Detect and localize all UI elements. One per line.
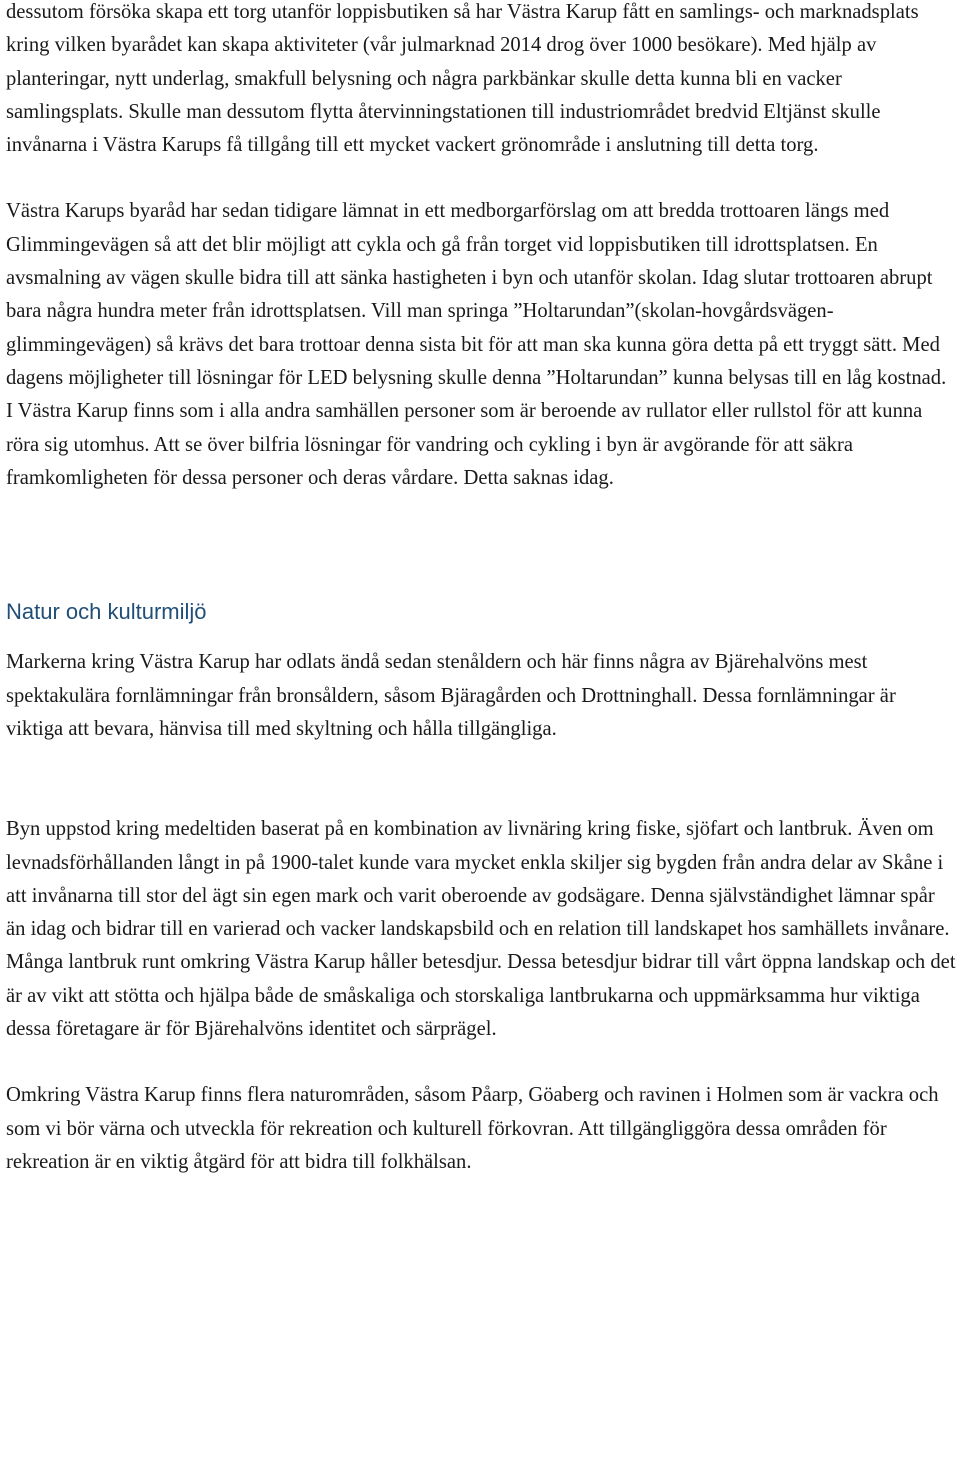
paragraph-torg: dessutom försöka skapa ett torg utanför loppisbutiken så har Västra Karup fått en samlings- och marknadsplats kring vilken byarådet kan skapa aktiviteter (vår julmarknad 2014 drog över 1000 besökare). Med hjälp av planteringar, nytt underlag, smakfull belysning och några parkbänkar skulle detta kunna bli en vacker samlingsplats. Skulle man dessutom flytta återvinningstationen till industriområdet bredvid Eltjänst skulle invånarna i Västra Karups få tillgång till ett mycket vackert grönområde i anslutning till detta torg.	[6, 1, 919, 157]
document-page	[6, 0, 956, 1179]
section-heading: Natur och kulturmiljö	[6, 599, 207, 625]
paragraph-historia: Byn uppstod kring medeltiden baserat på en kombination av livnäring kring fiske, sjöfart och lantbruk. Även om levnadsförhållanden långt in på 1900-talet kunde vara mycket enkla skiljer sig bygden från andra delar av Skåne i att invånarna till stor del ägt sin egen mark och varit oberoende av godsägare. Denna självständighet lämnar spår än idag och bidrar till en varierad och vacker landskapsbild och en relation till landskapet hos samhällets invånare. Många lantbruk runt omkring Västra Karup håller betesdjur. Dessa betesdjur bidrar till vårt öppna landskap och det är av vikt att stötta och hjälpa både de småskaliga och storskaliga lantbrukarna och uppmärksamma hur viktiga dessa företagare är för Bjärehalvöns identitet och särprägel.	[6, 818, 956, 1041]
paragraph-trottoar: Västra Karups byaråd har sedan tidigare lämnat in ett medborgarförslag om att bredda trottoaren längs med Glimmingevägen så att det blir möjligt att cykla och gå från torget vid loppisbutiken till idrottsplatsen. En avsmalning av vägen skulle bidra till att sänka hastigheten i byn och utanför skolan. Idag slutar trottoaren abrupt bara några hundra meter från idrottsplatsen. Vill man springa ”Holtarundan”(skolan-hovgårdsvägen-glimmingevägen) så krävs det bara trottoar denna sista bit för att man ska kunna göra detta på ett tryggt sätt. Med dagens möjligheter till lösningar för LED belysning skulle denna ”Holtarundan” kunna belysas till en låg kostnad. I Västra Karup finns som i alla andra samhällen personer som är beroende av rullator eller rullstol för att kunna röra sig utomhus. Att se över bilfria lösningar för vandring och cykling i byn är avgörande för att säkra framkomligheten för dessa personer och deras vårdare. Detta saknas idag.	[6, 200, 947, 489]
paragraph-fornlamningar: Markerna kring Västra Karup har odlats ändå sedan stenåldern och här finns några av Bjärehalvöns mest spektakulära fornlämningar från bronsåldern, såsom Bjäragården och Drottninghall. Dessa fornlämningar är viktiga att bevara, hänvisa till med skyltning och hålla tillgängliga.	[6, 651, 896, 740]
paragraph-naturomraden: Omkring Västra Karup finns flera naturområden, såsom Påarp, Göaberg och ravinen i Holmen som är vackra och som vi bör värna och utveckla för rekreation och kulturell förkovran. Att tillgängliggöra dessa områden för rekreation är en viktig åtgärd för att bidra till folkhälsan.	[6, 1084, 939, 1173]
